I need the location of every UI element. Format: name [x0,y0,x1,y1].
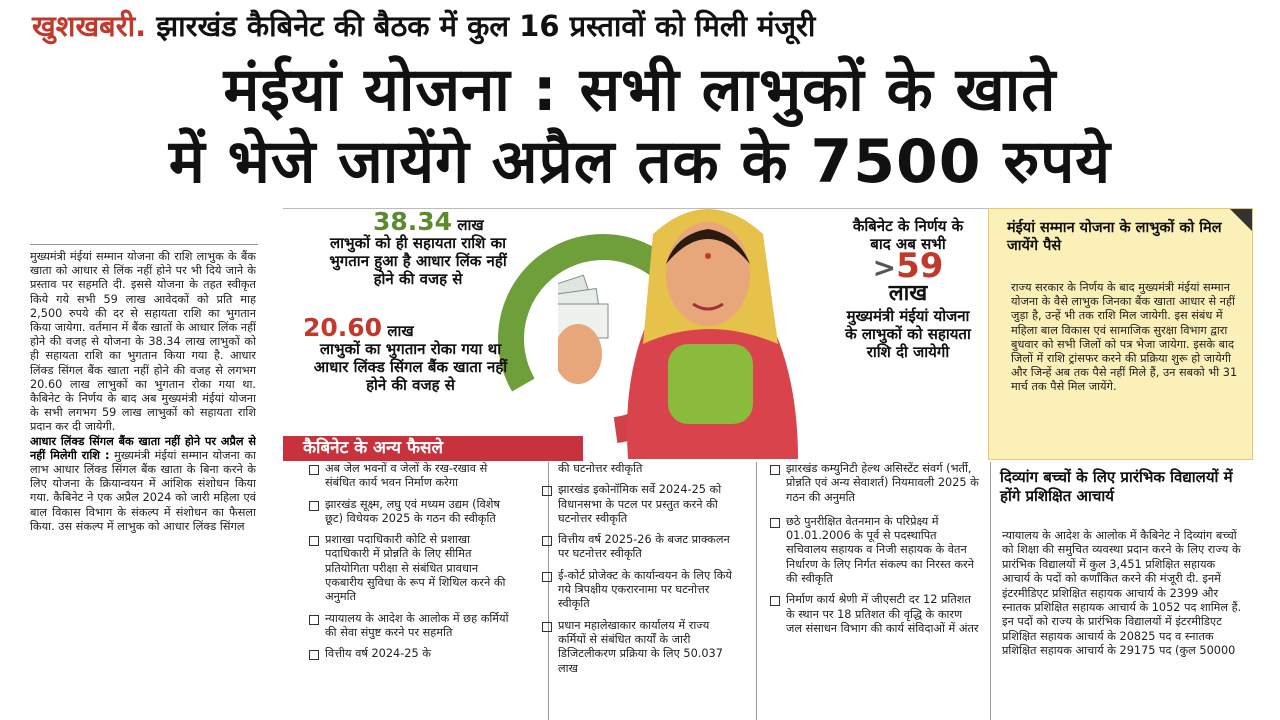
stat-3-number: 59 [896,246,944,286]
checkbox-bullet-icon [309,650,319,660]
column-rule [756,462,757,720]
checkbox-bullet-icon [542,622,552,632]
decisions-column-2 [538,462,738,720]
decision-item: निर्माण कार्य श्रेणी में जीएसटी दर 12 प्रतिशत के स्थान पर 18 प्रतिशत की वृद्धि के कारण जल संसाधन विभाग की कार्य संविदाओं में अंतर [766,593,981,636]
stat-1-text: लाभुकों को ही सहायता राशि का भुगतान हुआ है आधार लिंक नहीं होने की वजह से [329,234,507,288]
checkbox-bullet-icon [309,536,319,546]
stat-1-number: 38.34 [373,207,453,236]
checkbox-bullet-icon [309,615,319,625]
left-column-rule [30,244,258,245]
checkbox-bullet-icon [770,596,780,606]
woman-illustration [558,194,858,459]
decision-item: प्रशाखा पदाधिकारी कोटि से प्रशाखा पदाधिकारी में प्रोन्नति के लिए सीमित प्रतियोगिता परीक्षा से संबंधित प्रावधान एकबारीय सुविधा के रूप में शिथिल करने की अनुमति [305,533,515,604]
highlight-body: राज्य सरकार के निर्णय के बाद मुख्यमंत्री मंईयां सम्मान योजना के वैसे लाभुक जिनका बैंक खाता आधार से नहीं जुड़ा है, उन्हें भी तक राशि मिल जायेगी. इस संबंध में महिला बाल विकास एवं सामाजिक सुरक्षा विभाग द्वारा बुधवार को सभी जिलों को पत्र भेजा जायेगा. इसके बाद जिलों में राशि ट्रांसफर करने की प्रक्रिया शुरू हो जायेगी और जिन्हें अब तक पैसे नहीं मिले हैं, उन सबको भी 31 मार्च तक पैसे मिल जायेंगे. [1011,281,1238,394]
highlight-title: मंईयां सम्मान योजना के लाभुकों को मिल जायेंगे पैसे [1007,220,1222,254]
checkbox-bullet-icon [542,486,552,496]
decision-item: वित्तीय वर्ष 2024-25 के [305,647,515,661]
decision-item: ई-कोर्ट प्रोजेक्ट के कार्यान्वयन के लिए किये गये त्रिपक्षीय एकरारनामा पर घटनोत्तर स्वीकृति [538,569,738,612]
left-para-1: मुख्यमंत्री मंईयां सम्मान योजना की राशि लाभुक के बैंक खाता को आधार से लिंक नहीं होने पर भी दिये जाने के प्रस्ताव पर सहमति दी. इससे योजना के तहत स्वीकृत किये गये सभी 59 लाख आवेदकों को प्रति माह 2,500 रुपये की दर से सहायता राशि का भुगतान किया जायेगा. वर्तमान में बैंक खातों के आधार लिंक नहीं होने की वजह से योजना के 38.34 लाख लाभुकों को ही सहायता राशि का भुगतान किया गया है. आधार लिंक्ड सिंगल बैंक खाता नहीं होने की वजह से लगभग 20.60 लाख लाभुकों का भुगतान रोका गया था. कैबिनेट के निर्णय के बाद अब मुख्यमंत्री मंईयां योजना के सभी लगभग 59 लाख लाभुकों को सहायता राशि प्रदान कर दी जायेगी. [30,250,256,434]
stat-3-text: मुख्यमंत्री मंईयां योजना के लाभुकों को सहायता राशि दी जायेगी [845,307,971,361]
stat-3-block: कैबिनेट के निर्णय के बाद अब सभी >59 लाख मुख्यमंत्री मंईयां योजना के लाभुकों को सहायता राशि दी जायेगी [843,217,973,361]
kicker-line [32,6,815,45]
kicker-text: झारखंड कैबिनेट की बैठक में कुल 16 प्रस्तावों को मिली मंजूरी [156,9,816,43]
left-subhead: आधार लिंक्ड सिंगल बैंक खाता नहीं होने पर अप्रैल से नहीं मिलेगी राशि : [30,434,256,462]
decision-item: अब जेल भवनों व जेलों के रख-रखाव से संबंधित कार्य भवन निर्माण करेगा [305,462,515,491]
blouse [668,344,753,424]
bindi-icon [705,253,711,259]
checkbox-bullet-icon [309,465,319,475]
stat-2-block [303,313,518,394]
checkbox-bullet-icon [770,518,780,528]
headline-line-1: मंईयां योजना : सभी लाभुकों के खाते [223,55,1057,125]
decision-item: झारखंड कम्युनिटी हेल्थ असिस्टेंट संवर्ग (भर्ती, प्रोन्नति एवं अन्य सेवाशर्त) नियमावली 2025 के गठन की अनुमति [766,462,981,505]
decisions-column-3 [766,462,981,720]
decision-item: झारखंड इकोनॉमिक सर्वे 2024-25 को विधानसभा के पटल पर प्रस्तुत करने की घटनोत्तर स्वीकृति [538,483,738,526]
side-article-body: न्यायालय के आदेश के आलोक में कैबिनेट ने दिव्यांग बच्चों को शिक्षा की समुचित व्यवस्था प्रदान करने के लिए राज्य के प्रारंभिक विद्यालयों में कुल 3,451 प्रशिक्षित सहायक आचार्य के पदों को कर्णांकित करने की मंजूरी दी. इनमें इंटरमीडिएट प्रशिक्षित सहायक आचार्य के 2399 और स्नातक प्रशिक्षित सहायक आचार्य के 1052 पद शामिल हैं. इन पदों को राज्य के प्रारंभिक विद्यालयों में इंटरमीडिएट प्रशिक्षित सहायक आचार्य के 20825 पद व स्नातक प्रशिक्षित सहायक आचार्य के 29175 पद (कुल 50000 [1002,529,1242,658]
decision-item: छठे पुनरीक्षित वेतनमान के परिप्रेक्ष्य में 01.01.2006 के पूर्व से पदस्थापित सचिवालय सहायक व निजी सहायक के वेतन निर्धारण के लिए निर्गत संकल्प का निरस्त करने की स्वीकृति [766,515,981,586]
stat-3-unit: लाख [888,281,928,306]
other-decisions-band: कैबिनेट के अन्य फैसले [283,436,583,461]
decision-item: प्रधान महालेखाकार कार्यालय में राज्य कर्मियों से संबंधित कार्यों के जारी डिजिटलीकरण प्रक्रिया के लिए 50.037 लाख [538,619,738,676]
stat-2-number: 20.60 [303,313,383,342]
decision-item: वित्तीय वर्ष 2025-26 के बजट प्राक्कलन पर घटनोत्तर स्वीकृति [538,533,738,562]
headline-line-2: में भेजे जायेंगे अप्रैल तक के 7500 रुपये [168,127,1112,197]
checkbox-bullet-icon [309,501,319,511]
column-rule [990,462,991,720]
checkbox-bullet-icon [542,536,552,546]
stat-1-unit: लाख [457,216,484,234]
left-para-2: मुख्यमंत्री मंईयां सम्मान योजना का लाभ आधार लिंक्ड सिंगल बैंक खाता के बिना करने के लिए योजना के क्रियान्वयन में आंशिक संशोधन किया गया. कैबिनेट ने एक अप्रैल 2024 को जारी महिला एवं बाल विकास विभाग के संकल्प में संशोधन का फैसला किया. उस संकल्प में लाभुक को आधार लिंक्ड सिंगल [30,448,256,533]
checkbox-bullet-icon [542,572,552,582]
decision-item: न्यायालय के आदेश के आलोक में छह कर्मियों की सेवा संपुष्ट करने पर सहमति [305,612,515,641]
stat-2-text: लाभुकों का भुगतान रोका गया था आधार लिंक्ड सिंगल बैंक खाता नहीं होने की वजह से [313,340,508,394]
infographic [283,208,988,459]
stat-2-unit: लाख [387,322,414,340]
checkbox-bullet-icon [770,465,780,475]
stat-1-block [303,207,513,288]
decision-item: झारखंड सूक्ष्म, लघु एवं मध्यम उद्यम (विशेष छूट) विधेयक 2025 के गठन की स्वीकृति [305,498,515,527]
stat-3-intro: कैबिनेट के निर्णय के बाद अब सभी [852,217,964,253]
left-article-column [30,250,256,720]
decision-continued: की घटनोत्तर स्वीकृति [558,462,643,475]
highlight-box [988,208,1253,460]
kicker-label: खुशखबरी. [32,9,147,43]
side-article-title: दिव्यांग बच्चों के लिए प्रारंभिक विद्यालयों में होंगे प्रशिक्षित आचार्य [1000,468,1233,505]
decisions-column-1 [305,462,515,720]
